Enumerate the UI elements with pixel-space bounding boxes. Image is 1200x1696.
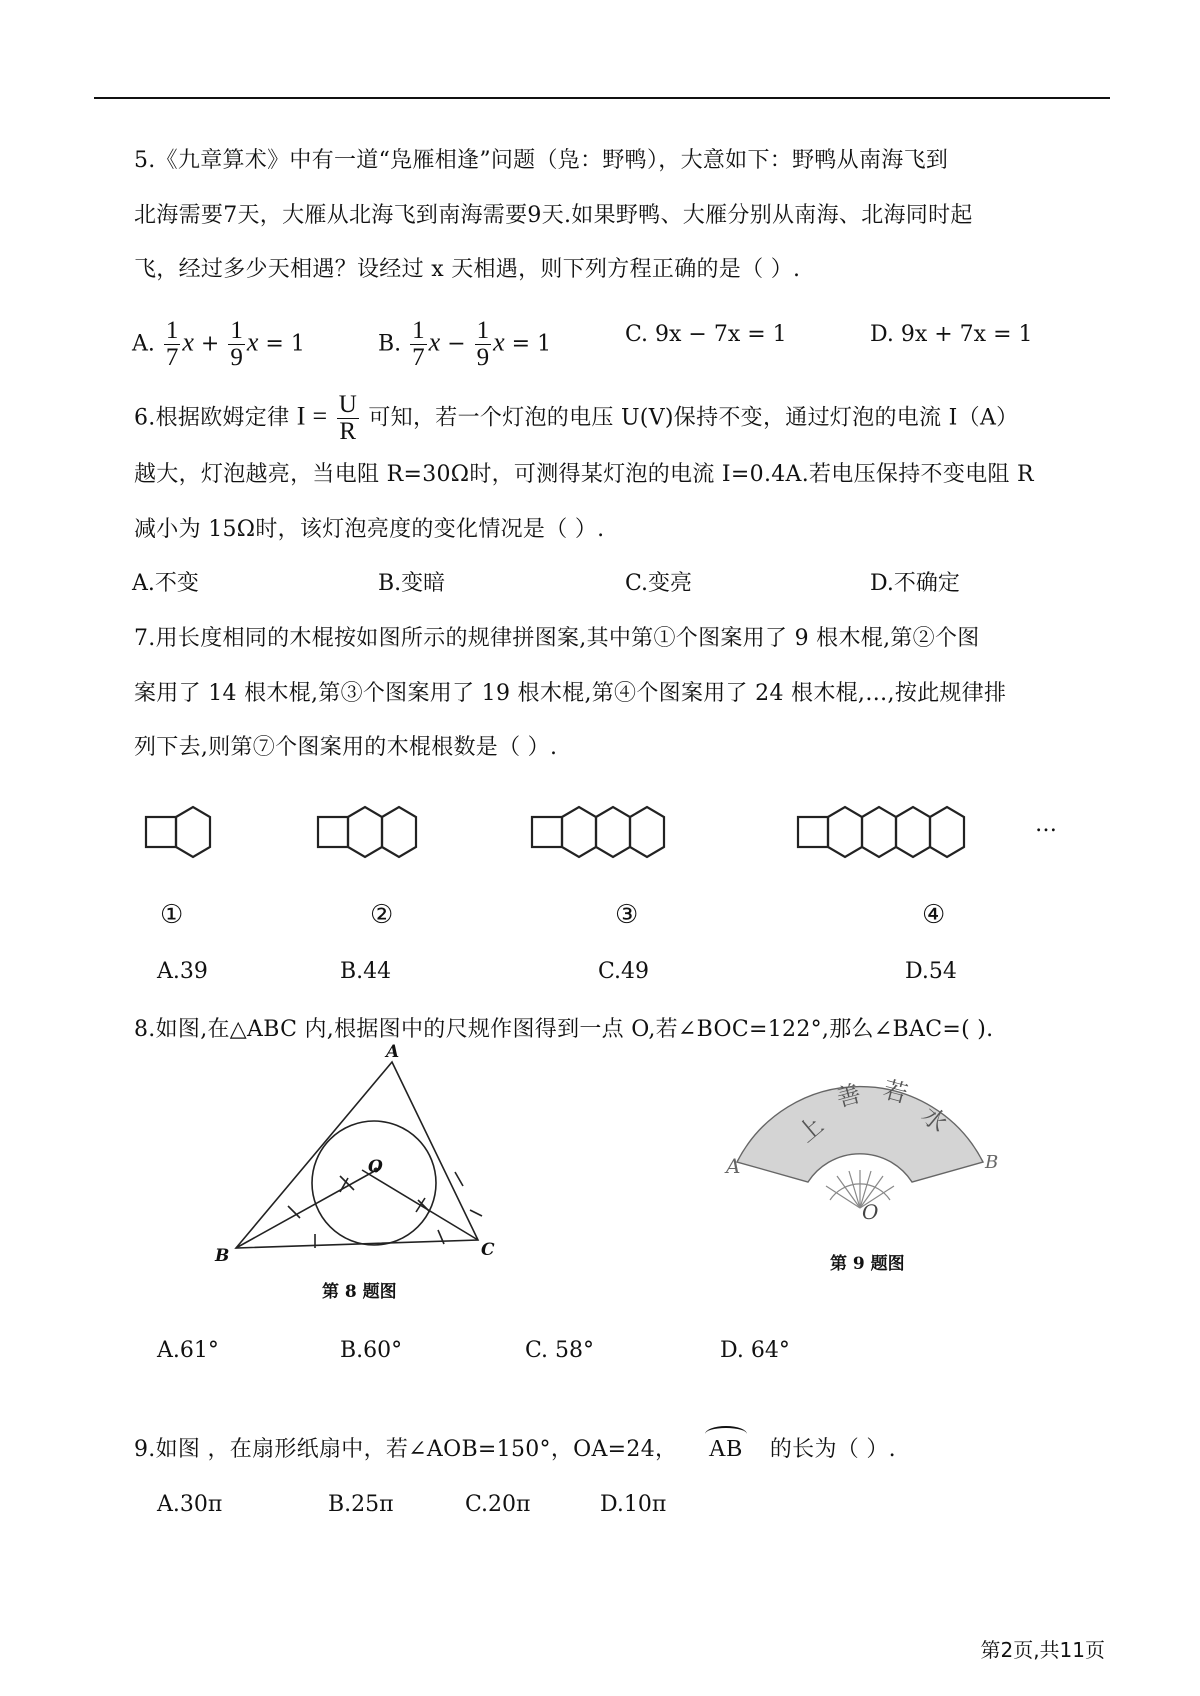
q6-option-c: C.变亮: [625, 571, 693, 596]
q8-option-a: A.61°: [157, 1338, 219, 1363]
q7-option-d: D.54: [905, 959, 957, 984]
q9-option-d: D.10π: [600, 1492, 667, 1517]
q5-line1: 5.《九章算术》中有一道“凫雁相逢”问题（凫：野鸭），大意如下：野鸭从南海飞到: [134, 148, 949, 173]
q5-option-a: A. $\frac{1}{7}$ x + $\frac{1}{9}$ x = 1: [132, 317, 305, 371]
q6-line3: 减小为 15Ω时，该灯泡亮度的变化情况是（ ）.: [134, 517, 605, 542]
point-c-label: C: [481, 1240, 495, 1260]
pattern-label-1: ①: [160, 900, 184, 930]
fan-char-2: 善: [833, 1079, 864, 1113]
pattern-label-3: ③: [615, 900, 639, 930]
q7-line1: 7.用长度相同的木棍按如图所示的规律拼图案,其中第①个图案用了 9 根木棍,第②个图: [134, 626, 980, 651]
header-rule: [94, 97, 1110, 99]
pattern-2: [318, 807, 416, 857]
q8-line1: 8.如图,在△ABC 内,根据图中的尺规作图得到一点 O,若∠BOC=122°,那么∠BAC=( ).: [134, 1017, 994, 1042]
pattern-4: [798, 807, 964, 857]
fan-figure: [725, 1030, 995, 1230]
pattern-3: [532, 807, 664, 857]
q9-option-a: A.30π: [157, 1492, 223, 1517]
pattern-ellipsis: …: [1035, 812, 1057, 837]
point-b-label: B: [215, 1246, 230, 1266]
q5-line3: 飞，经过多少天相遇？设经过 x 天相遇，则下列方程正确的是（ ）.: [134, 257, 801, 282]
pattern-1: [146, 807, 210, 857]
fan-point-b-label: B: [985, 1152, 999, 1173]
q9-option-c: C.20π: [465, 1492, 531, 1517]
q7-option-b: B.44: [340, 959, 392, 984]
q5-line2: 北海需要7天，大雁从北海飞到南海需要9天.如果野鸭、大雁分别从南海、北海同时起: [134, 203, 973, 228]
q8-option-b: B.60°: [340, 1338, 403, 1363]
fan-point-o-label: O: [862, 1200, 879, 1224]
q9-option-b: B.25π: [328, 1492, 394, 1517]
q7-option-a: A.39: [157, 959, 208, 984]
ohm-fraction: $\frac{U}{R}$: [338, 391, 358, 445]
triangle-figure: [220, 1050, 510, 1270]
q7-line3: 列下去,则第⑦个图案用的木棍根数是（ ）.: [134, 735, 558, 760]
point-a-label: A: [386, 1042, 400, 1062]
q8-option-d: D. 64°: [720, 1338, 790, 1363]
fan-char-4: 水: [916, 1100, 953, 1138]
fan-char-3: 若: [880, 1075, 911, 1109]
fraction: $\frac{1}{7}$: [412, 317, 425, 371]
q8-option-c: C. 58°: [525, 1338, 595, 1363]
fan-char-1: 上: [792, 1110, 829, 1148]
pattern-label-4: ④: [922, 900, 946, 930]
fraction: $\frac{1}{9}$: [476, 317, 490, 371]
fan-point-a-label: A: [726, 1154, 741, 1178]
q6-option-b: B.变暗: [378, 571, 446, 596]
fraction: $\frac{1}{9}$: [230, 317, 243, 371]
q5-option-c: C. 9x − 7x = 1: [625, 322, 787, 347]
pattern-label-2: ②: [370, 900, 394, 930]
q7-line2: 案用了 14 根木棍,第③个图案用了 19 根木棍,第④个图案用了 24 根木棍,…,按此规律排: [134, 681, 1007, 706]
stick-pattern-figure: [140, 780, 1100, 870]
figure-9-caption: 第 9 题图: [830, 1254, 905, 1274]
q7-option-c: C.49: [598, 959, 650, 984]
q9-line1: 9.如图 ，在扇形纸扇中，若∠AOB=150°，OA=24， AB 的长为（ ）.: [134, 1436, 896, 1462]
figure-8-caption: 第 8 题图: [322, 1282, 397, 1302]
page-footer: 第2页,共11页: [980, 1638, 1105, 1662]
arc-ab-symbol: AB: [703, 1434, 749, 1464]
q5-option-b: B. $\frac{1}{7}$ x − $\frac{1}{9}$ x = 1: [378, 317, 552, 371]
q6-line1: 6.根据欧姆定律 I = $\frac{U}{R}$ 可知，若一个灯泡的电压 U(V)保持不变，通过灯泡的电流 I（A）: [134, 391, 1019, 445]
q6-option-a: A.不变: [132, 571, 199, 596]
q5-option-d: D. 9x + 7x = 1: [870, 322, 1033, 347]
q6-option-d: D.不确定: [870, 571, 960, 596]
point-o-label: O: [368, 1157, 383, 1177]
q6-line2: 越大，灯泡越亮，当电阻 R=30Ω时，可测得某灯泡的电流 I=0.4A.若电压保持不变电阻 R: [134, 462, 1034, 487]
fraction: $\frac{1}{7}$: [165, 317, 179, 371]
